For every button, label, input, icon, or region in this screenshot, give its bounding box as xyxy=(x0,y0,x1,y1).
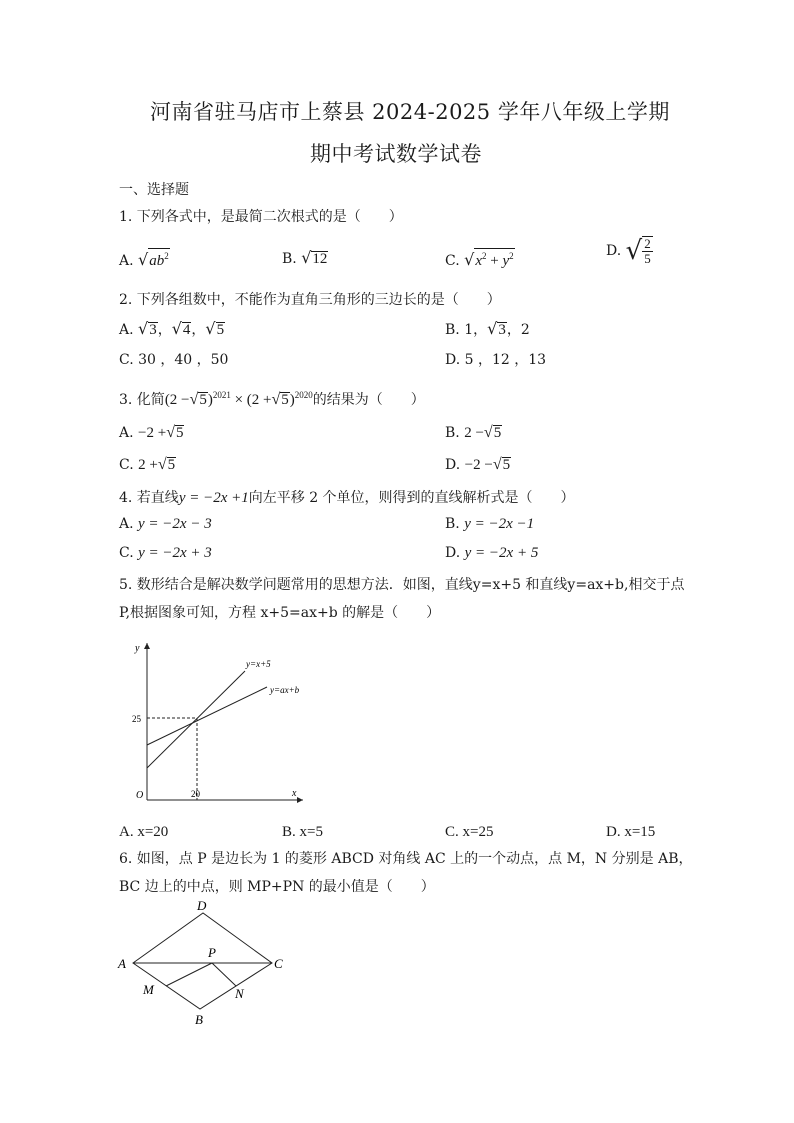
q3-stem: 3. 化简$(2 -√5)^{2021} \times (2 +√5)^{2020}$的结果为（ ） xyxy=(119,390,425,408)
q1-option-c: C. $√x^2 + y^2$ xyxy=(445,250,514,269)
q2-option-b: B. 1，√3，2 xyxy=(445,319,530,338)
q5-stem-line2: P,根据图象可知，方程 x+5=ax+b 的解是（ ） xyxy=(119,605,441,621)
y-axis-label: y xyxy=(135,643,140,654)
q5-option-d: D. x=15 xyxy=(606,824,656,840)
q5-graph xyxy=(125,635,310,810)
line1-label: y=x+5 xyxy=(246,659,271,669)
x-axis-label: x xyxy=(292,788,297,799)
q2-stem: 2. 下列各组数中，不能作为直角三角形的三边长的是（ ） xyxy=(119,292,501,308)
q6-stem-line2: BC 边上的中点，则 MP+PN 的最小值是（ ） xyxy=(119,879,435,895)
line2-label: y=ax+b xyxy=(270,685,300,695)
line-y-x-plus-5 xyxy=(147,671,245,768)
label-m: M xyxy=(143,982,154,997)
q3-option-b: B. 2 −√5 xyxy=(445,424,502,441)
q6-stem-line1: 6. 如图，点 P 是边长为 1 的菱形 ABCD 对角线 AC 上的一个动点，点 M，N 分别是 AB， xyxy=(119,851,693,867)
section-heading: 一、选择题 xyxy=(119,182,189,198)
q6-rhombus-figure xyxy=(115,895,295,1030)
q5-stem-line1: 5. 数形结合是解决数学问题常用的思想方法．如图，直线y=x+5 和直线y=ax+b,相交于点 xyxy=(119,577,685,593)
label-d: D xyxy=(197,898,207,913)
q1-option-b: B. √12 xyxy=(282,248,328,267)
q1-option-a: A. $√ab^2$ xyxy=(119,250,169,269)
x-tick-label: 20 xyxy=(191,789,200,799)
q3-option-d: D. −2 −√5 xyxy=(445,456,511,473)
q3-option-c: C. 2 +√5 xyxy=(119,456,176,473)
label-b: B xyxy=(195,1012,203,1027)
page-title-line2: 期中考试数学试卷 xyxy=(310,142,482,166)
line-y-ax-plus-b xyxy=(147,687,267,745)
q3-option-a: A. −2 +√5 xyxy=(119,424,184,441)
label-p: P xyxy=(208,945,216,960)
q5-option-b: B. x=5 xyxy=(282,824,323,840)
y-tick-label: 25 xyxy=(132,714,141,724)
q4-option-d: D. y = −2x + 5 xyxy=(445,545,539,561)
label-c: C xyxy=(274,956,283,971)
q4-option-c: C. y = −2x + 3 xyxy=(119,545,212,561)
label-n: N xyxy=(235,986,244,1001)
q4-option-b: B. y = −2x −1 xyxy=(445,516,535,532)
q2-option-a: A. √3，√4，√5 xyxy=(119,319,225,338)
q2-option-c: C. 30 ，40 ，50 xyxy=(119,352,229,368)
rhombus-abcd xyxy=(133,913,272,1009)
q5-option-a: A. x=20 xyxy=(119,824,169,840)
q1-option-d: D. √ $\frac{2}{5}$ xyxy=(606,236,651,266)
label-a: A xyxy=(118,956,126,971)
q4-stem: 4. 若直线y = −2x +1向左平移 2 个单位，则得到的直线解析式是（ ） xyxy=(119,490,575,506)
q1-stem: 1. 下列各式中，是最简二次根式的是（ ） xyxy=(119,209,403,225)
segment-mp xyxy=(166,963,212,986)
q2-option-d: D. 5 ，12 ，13 xyxy=(445,352,547,368)
q4-option-a: A. y = −2x − 3 xyxy=(119,516,212,532)
q5-option-c: C. x=25 xyxy=(445,824,494,840)
page-title-line1: 河南省驻马店市上蔡县 2024-2025 学年八年级上学期 xyxy=(150,100,670,124)
segment-pn xyxy=(212,963,236,986)
origin-label: O xyxy=(136,790,144,801)
